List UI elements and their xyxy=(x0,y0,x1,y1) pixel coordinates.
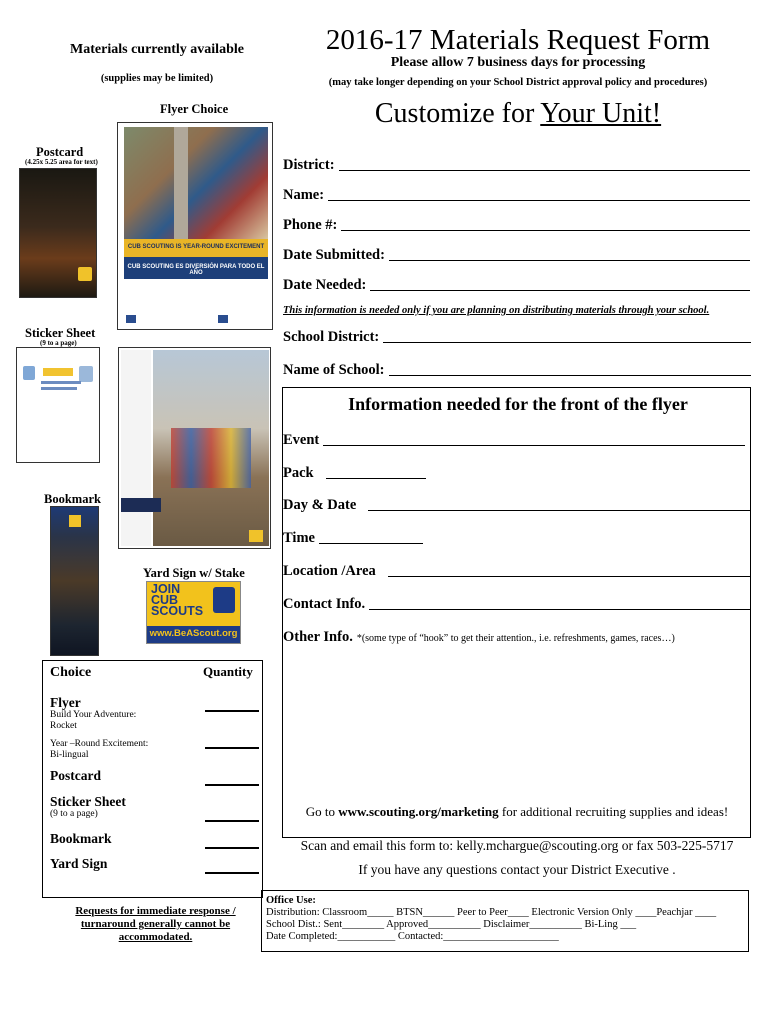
flyer-photo-collage xyxy=(124,127,268,239)
quantity-header: Quantity xyxy=(203,664,253,679)
date-needed-label: Date Needed: xyxy=(283,277,367,293)
choice-bookmark: Bookmark xyxy=(50,831,112,846)
school-name-line[interactable] xyxy=(389,375,752,376)
postcard-image xyxy=(19,168,97,298)
district-label: District: xyxy=(283,157,335,173)
flyer-banner-english: CUB SCOUTING IS YEAR-ROUND EXCITEMENT xyxy=(124,239,268,257)
district-line[interactable] xyxy=(339,170,750,171)
choice-yard-sign: Yard Sign xyxy=(50,856,108,871)
choice-flyer-rocket: Build Your Adventure: Rocket xyxy=(50,710,137,731)
office-use-title: Office Use: xyxy=(266,895,316,906)
time-field[interactable] xyxy=(283,530,423,547)
marketing-link[interactable]: www.scouting.org/marketing xyxy=(338,804,499,819)
qty-flyer-bilingual[interactable] xyxy=(205,747,259,749)
qty-sticker[interactable] xyxy=(205,820,259,822)
school-name-field[interactable] xyxy=(283,362,751,379)
customize-heading xyxy=(300,98,736,130)
name-label: Name: xyxy=(283,187,325,203)
sticker-sheet-image xyxy=(16,347,100,463)
choice-flyer: Flyer xyxy=(50,695,81,710)
date-needed-field[interactable] xyxy=(283,277,750,294)
pack-field[interactable] xyxy=(283,465,426,482)
yard-sign-logo-icon xyxy=(213,587,235,613)
other-info-label: Other Info. xyxy=(283,629,353,645)
sticker-scout-icon xyxy=(23,366,35,380)
flyer-logo-right xyxy=(218,315,228,323)
location-field[interactable] xyxy=(283,563,750,580)
school-distribution-note: This information is needed only if you are planning on distributing materials through your school. xyxy=(283,305,710,316)
cub-scout-logo-icon xyxy=(78,267,92,281)
event-label: Event xyxy=(283,432,320,448)
sticker-text-line-2 xyxy=(41,387,77,390)
contact-label: Contact Info. xyxy=(283,596,366,612)
event-line[interactable] xyxy=(323,445,745,446)
qty-flyer-rocket[interactable] xyxy=(205,710,259,712)
visit-suffix: for additional recruiting supplies and ideas! xyxy=(498,804,729,819)
contact-line[interactable] xyxy=(369,609,750,610)
office-date-completed: Date Completed:___________ Contacted:______________________ xyxy=(266,931,559,942)
date-needed-line[interactable] xyxy=(370,290,750,291)
school-district-field[interactable] xyxy=(283,329,751,346)
customize-prefix: Customize for xyxy=(374,98,541,129)
phone-field[interactable] xyxy=(283,217,750,234)
yard-sign-text-join: JOIN xyxy=(151,582,181,596)
school-district-label: School District: xyxy=(283,329,380,345)
bookmark-image xyxy=(50,506,99,656)
bookmark-label: Bookmark xyxy=(44,492,101,506)
scan-email-instruction: Scan and email this form to: kelly.mchargue@scouting.org or fax 503-225-5717 xyxy=(300,838,734,853)
pack-label: Pack xyxy=(283,465,314,481)
customize-underlined: Your Unit! xyxy=(540,98,662,129)
yard-sign-image xyxy=(146,581,241,644)
flyer-logo-left xyxy=(126,315,136,323)
bookmark-logo-icon xyxy=(69,515,81,527)
questions-contact: If you have any questions contact your District Executive . xyxy=(358,862,676,877)
choice-postcard: Postcard xyxy=(50,768,101,783)
yard-sign-text-cub: CUB xyxy=(151,593,179,607)
marketing-link-line xyxy=(284,804,750,820)
phone-label: Phone #: xyxy=(283,217,338,233)
contact-field[interactable] xyxy=(283,596,750,613)
flyer-year-round-image xyxy=(117,122,273,330)
flyer-kids-figures xyxy=(171,428,251,488)
phone-line[interactable] xyxy=(341,230,750,231)
other-info-note: *(some type of “hook” to get their attention., i.e. refreshments, games, races…) xyxy=(356,633,675,644)
flyer-banner-spanish: CUB SCOUTING ES DIVERSIÓN PARA TODO EL AÑO xyxy=(124,257,268,279)
flyer-info-heading: Information needed for the front of the flyer xyxy=(348,394,688,414)
choice-sticker-note: (9 to a page) xyxy=(50,809,98,819)
form-title: 2016-17 Materials Request Form xyxy=(325,24,711,56)
flyer-rocket-image xyxy=(118,347,271,549)
location-line[interactable] xyxy=(388,576,750,577)
day-date-label: Day & Date xyxy=(283,497,357,513)
flyer-rocket-sidebar xyxy=(121,350,151,546)
district-field[interactable] xyxy=(283,157,750,174)
flyer-rocket-logo-icon xyxy=(249,530,263,542)
school-name-label: Name of School: xyxy=(283,362,385,378)
date-submitted-label: Date Submitted: xyxy=(283,247,385,263)
sticker-sheet-note: (9 to a page) xyxy=(40,339,77,347)
sticker-sheet-label: Sticker Sheet xyxy=(25,326,96,340)
flyer-choice-label: Flyer Choice xyxy=(160,102,229,116)
yard-sign-url: www.BeAScout.org xyxy=(147,626,240,643)
date-submitted-line[interactable] xyxy=(389,260,750,261)
office-distribution: Distribution: Classroom_____ BTSN______ Peer to Peer____ Electronic Version Only ____Peachjar ____ xyxy=(266,907,717,918)
flyer-rocket-title-block xyxy=(121,498,161,512)
approval-notice: (may take longer depending on your School District approval policy and procedures) xyxy=(328,77,708,88)
visit-prefix: Go to xyxy=(305,804,339,819)
processing-notice: Please allow 7 business days for processing xyxy=(390,55,646,70)
choice-sticker: Sticker Sheet xyxy=(50,794,126,809)
name-field[interactable] xyxy=(283,187,750,204)
qty-bookmark[interactable] xyxy=(205,847,259,849)
date-submitted-field[interactable] xyxy=(283,247,750,264)
sticker-scout-icon-2 xyxy=(79,366,93,382)
office-use-box xyxy=(261,890,749,952)
sticker-banner xyxy=(43,368,73,376)
qty-postcard[interactable] xyxy=(205,784,259,786)
sticker-text-line xyxy=(41,381,81,384)
qty-yard-sign[interactable] xyxy=(205,872,259,874)
school-district-line[interactable] xyxy=(383,342,751,343)
day-date-line[interactable] xyxy=(368,510,750,511)
time-label: Time xyxy=(283,530,315,546)
materials-available-subtitle: (supplies may be limited) xyxy=(100,73,214,84)
yard-sign-label: Yard Sign w/ Stake xyxy=(143,566,245,580)
choice-flyer-bilingual: Year –Round Excitement: Bi-lingual xyxy=(50,739,149,760)
requests-notice: Requests for immediate response / turnaround generally cannot be accommodated. xyxy=(75,905,236,943)
name-line[interactable] xyxy=(328,200,750,201)
postcard-note: (4.25x 5.25 area for text) xyxy=(25,158,98,166)
event-field[interactable] xyxy=(283,432,745,449)
materials-available-title: Materials currently available xyxy=(70,42,244,57)
flyer-tree-trunk xyxy=(174,127,188,239)
day-date-field[interactable] xyxy=(283,497,750,514)
time-line[interactable] xyxy=(319,543,423,544)
other-info-row[interactable] xyxy=(283,628,749,646)
postcard-label: Postcard xyxy=(36,145,84,159)
office-school-dist: School Dist.: Sent________ Approved__________ Disclaimer__________ Bi-Ling ___ xyxy=(266,919,637,930)
yard-sign-text-scouts: SCOUTS xyxy=(151,604,204,618)
choice-header: Choice xyxy=(50,665,92,680)
pack-line[interactable] xyxy=(326,478,426,479)
location-label: Location /Area xyxy=(283,563,376,579)
